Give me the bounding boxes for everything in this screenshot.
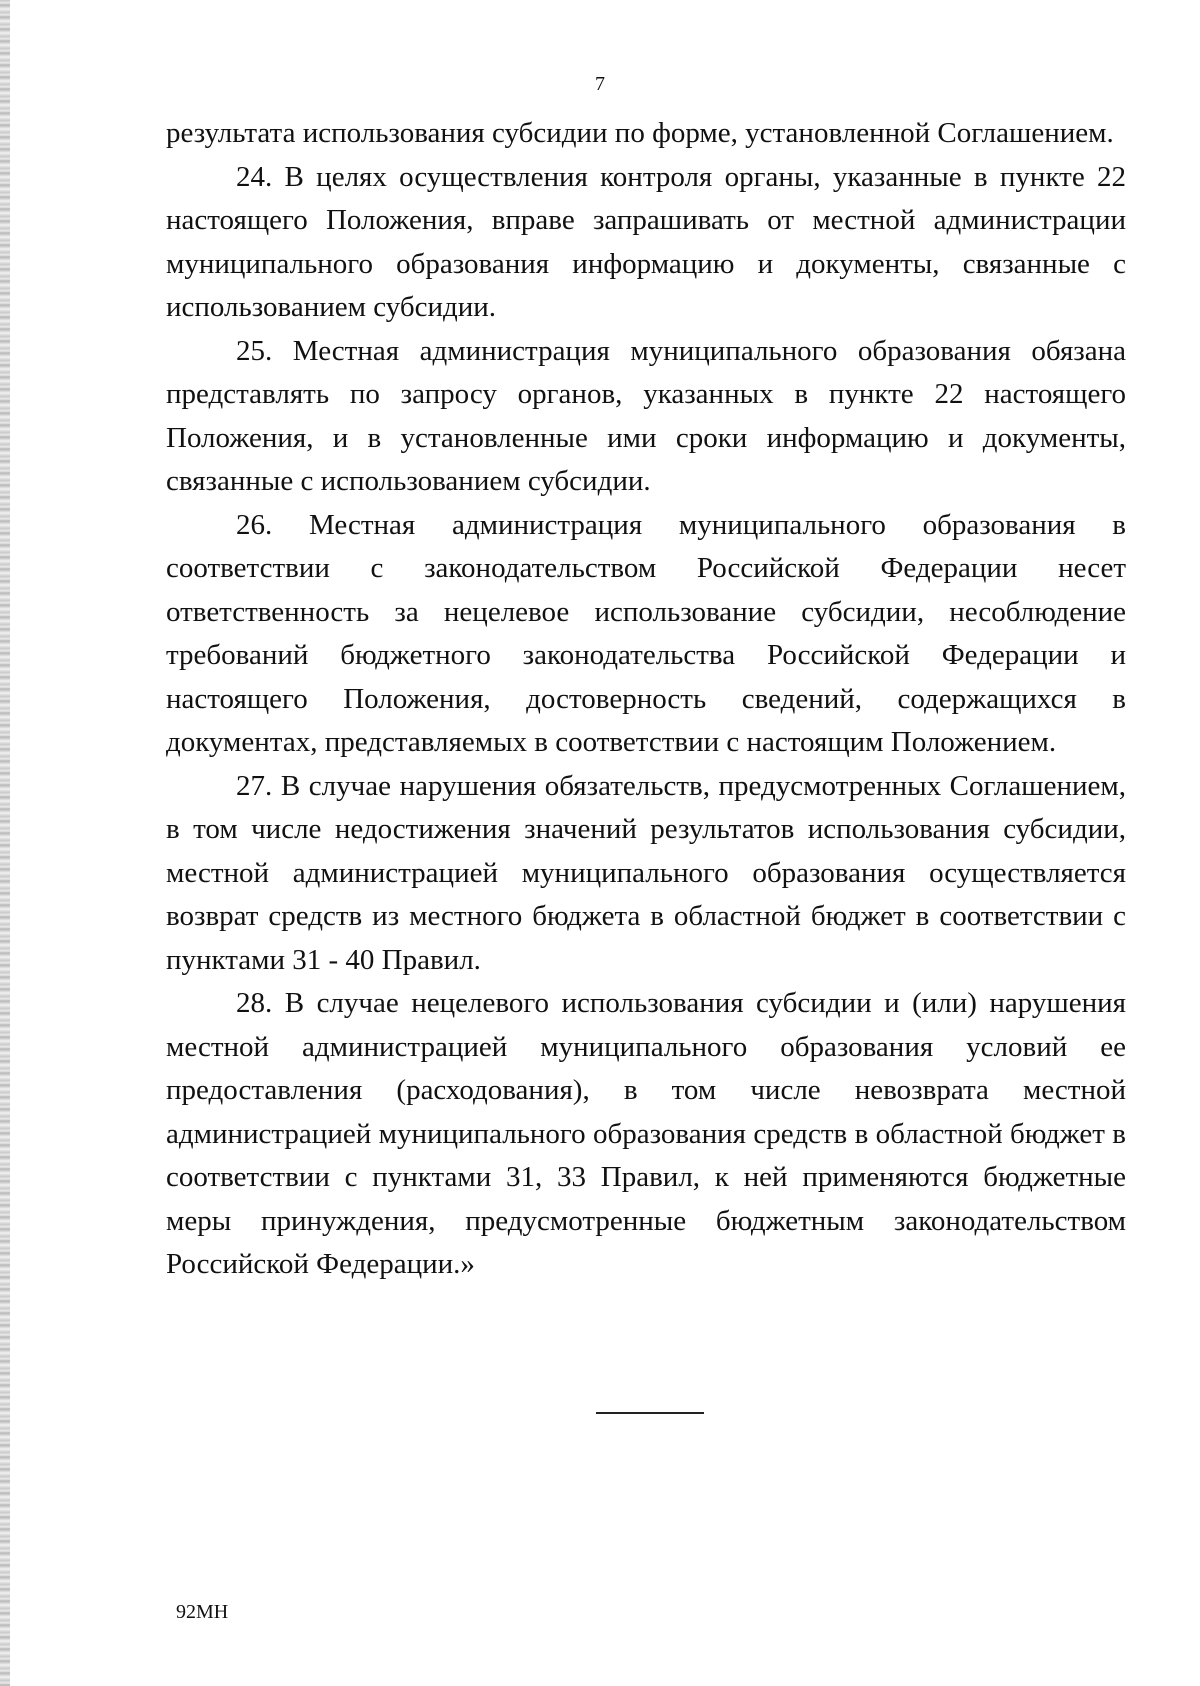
footer-document-code: 92МН	[176, 1601, 229, 1623]
closing-rule-divider	[596, 1412, 704, 1414]
paragraph-25: 25. Местная администрация муниципального образования обязана представлять по запросу органов, указанных в пункте 22 настоящего Положения, и в установленные ими сроки информацию и документы, связанные с использованием субсидии.	[166, 334, 1126, 497]
paragraph-continuation: результата использования субсидии по форме, установленной Соглашением.	[166, 117, 1114, 149]
paragraph-26: 26. Местная администрация муниципального образования в соответствии с законодательством Российской Федерации несет ответственность за нецелевое использование субсидии, несоблюдение требований бюджетного законодательства Российской Федерации и настоящего Положения, достоверность сведений, содержащихся в документах, представляемых в соответствии с настоящим Положением.	[166, 508, 1126, 758]
document-body	[166, 112, 1126, 1287]
paragraph-27: 27. В случае нарушения обязательств, предусмотренных Соглашением, в том числе недостижения значений результатов использования субсидии, местной администрацией муниципального образования осуществляется возврат средств из местного бюджета в областной бюджет в соответствии с пунктами 31 - 40 Правил.	[166, 769, 1126, 976]
page-number: 7	[595, 73, 605, 95]
paragraph-28: 28. В случае нецелевого использования субсидии и (или) нарушения местной администрацией муниципального образования условий ее предоставления (расходования), в том числе невозврата местной администрацией муниципального образования средств в областной бюджет в соответствии с пунктами 31, 33 Правил, к ней применяются бюджетные меры принуждения, предусмотренные бюджетным законодательством Российской Федерации.»	[166, 987, 1126, 1280]
scan-binding-edge	[0, 0, 10, 1686]
paragraph-24: 24. В целях осуществления контроля органы, указанные в пункте 22 настоящего Положения, вправе запрашивать от местной администрации муниципального образования информацию и документы, связанные с использованием субсидии.	[166, 160, 1126, 323]
